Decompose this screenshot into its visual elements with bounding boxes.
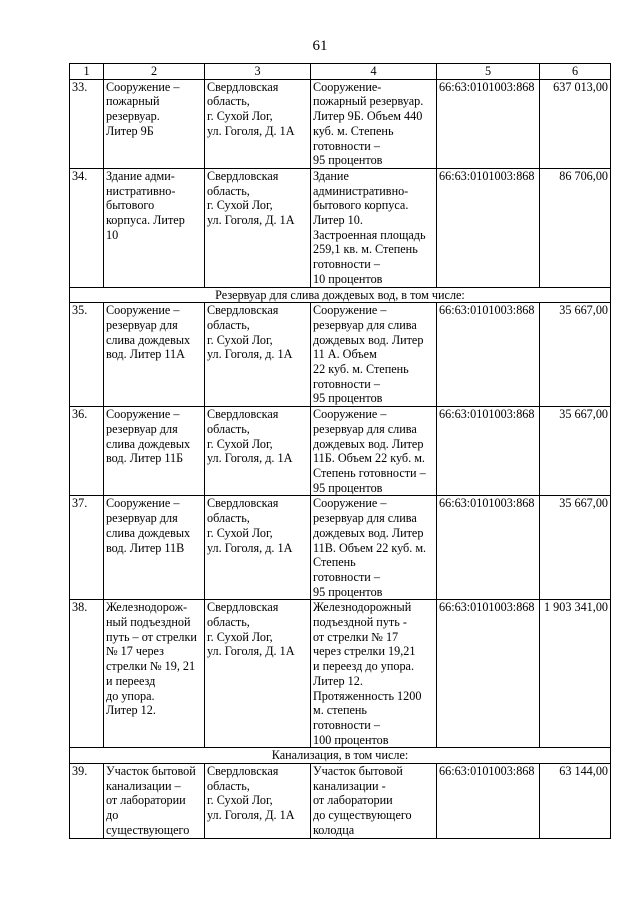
- object-cost: 637 013,00: [540, 79, 611, 168]
- table-header: [70, 64, 611, 80]
- object-address: Свердловская область, г. Сухой Лог, ул. Гоголя, д. 1А: [205, 407, 311, 496]
- table-row: [70, 303, 611, 407]
- object-cost: 35 667,00: [540, 407, 611, 496]
- column-header: 2: [104, 64, 205, 80]
- column-header: 4: [311, 64, 437, 80]
- section-row: [70, 748, 611, 764]
- row-number: 36.: [70, 407, 104, 496]
- row-number: 39.: [70, 764, 104, 839]
- object-cost: 1 903 341,00: [540, 600, 611, 748]
- column-header: 3: [205, 64, 311, 80]
- object-address: Свердловская область, г. Сухой Лог, ул. Гоголя, д. 1А: [205, 303, 311, 407]
- section-row: [70, 287, 611, 303]
- cadastral-number: 66:63:0101003:868: [437, 79, 540, 168]
- object-cost: 86 706,00: [540, 168, 611, 287]
- object-address: Свердловская область, г. Сухой Лог, ул. Гоголя, Д. 1А: [205, 764, 311, 839]
- table-row: [70, 764, 611, 839]
- object-address: Свердловская область, г. Сухой Лог, ул. Гоголя, Д. 1А: [205, 600, 311, 748]
- object-name: Сооружение – резервуар для слива дождевых вод. Литер 11Б: [104, 407, 205, 496]
- object-description: Железнодорожный подъездной путь - от стрелки № 17 через стрелки 19,21 и переезд до упора. Литер 12. Протяженность 1200 м. степень готовности – 100 процентов: [311, 600, 437, 748]
- object-description: Участок бытовой канализации - от лаборатории до существующего колодца: [311, 764, 437, 839]
- table-row: [70, 600, 611, 748]
- object-name: Сооружение – пожарный резервуар. Литер 9Б: [104, 79, 205, 168]
- object-name: Сооружение – резервуар для слива дождевых вод. Литер 11А: [104, 303, 205, 407]
- object-name: Сооружение – резервуар для слива дождевых вод. Литер 11В: [104, 496, 205, 600]
- object-address: Свердловская область, г. Сухой Лог, ул. Гоголя, д. 1А: [205, 496, 311, 600]
- cadastral-number: 66:63:0101003:868: [437, 303, 540, 407]
- row-number: 35.: [70, 303, 104, 407]
- cadastral-number: 66:63:0101003:868: [437, 496, 540, 600]
- object-description: Сооружение – резервуар для слива дождевых вод. Литер 11Б. Объем 22 куб. м. Степень готовности – 95 процентов: [311, 407, 437, 496]
- row-number: 34.: [70, 168, 104, 287]
- row-number: 38.: [70, 600, 104, 748]
- cadastral-number: 66:63:0101003:868: [437, 407, 540, 496]
- object-cost: 35 667,00: [540, 303, 611, 407]
- cadastral-number: 66:63:0101003:868: [437, 764, 540, 839]
- object-name: Здание адми- нистративно- бытового корпуса. Литер 10: [104, 168, 205, 287]
- table-row: [70, 168, 611, 287]
- object-cost: 35 667,00: [540, 496, 611, 600]
- object-description: Сооружение- пожарный резервуар. Литер 9Б. Объем 440 куб. м. Степень готовности – 95 процентов: [311, 79, 437, 168]
- section-heading: Канализация, в том числе:: [70, 748, 611, 764]
- object-address: Свердловская область, г. Сухой Лог, ул. Гоголя, Д. 1А: [205, 168, 311, 287]
- column-header: 5: [437, 64, 540, 80]
- table-row: [70, 496, 611, 600]
- cadastral-number: 66:63:0101003:868: [437, 168, 540, 287]
- table-row: [70, 79, 611, 168]
- object-name: Участок бытовой канализации – от лаборатории до существующего: [104, 764, 205, 839]
- cadastral-number: 66:63:0101003:868: [437, 600, 540, 748]
- table-row: [70, 407, 611, 496]
- object-name: Железнодорож- ный подъездной путь – от стрелки № 17 через стрелки № 19, 21 и переезд до упора. Литер 12.: [104, 600, 205, 748]
- object-description: Здание административно- бытового корпуса. Литер 10. Застроенная площадь 259,1 кв. м. Степень готовности – 10 процентов: [311, 168, 437, 287]
- object-description: Сооружение – резервуар для слива дождевых вод. Литер 11В. Объем 22 куб. м. Степень готовности – 95 процентов: [311, 496, 437, 600]
- column-header: 1: [70, 64, 104, 80]
- object-description: Сооружение – резервуар для слива дождевых вод. Литер 11 А. Объем 22 куб. м. Степень готовности – 95 процентов: [311, 303, 437, 407]
- property-table: [69, 63, 611, 839]
- row-number: 37.: [70, 496, 104, 600]
- row-number: 33.: [70, 79, 104, 168]
- section-heading: Резервуар для слива дождевых вод, в том числе:: [70, 287, 611, 303]
- object-address: Свердловская область, г. Сухой Лог, ул. Гоголя, Д. 1А: [205, 79, 311, 168]
- object-cost: 63 144,00: [540, 764, 611, 839]
- column-header: 6: [540, 64, 611, 80]
- page-number: 61: [312, 38, 328, 54]
